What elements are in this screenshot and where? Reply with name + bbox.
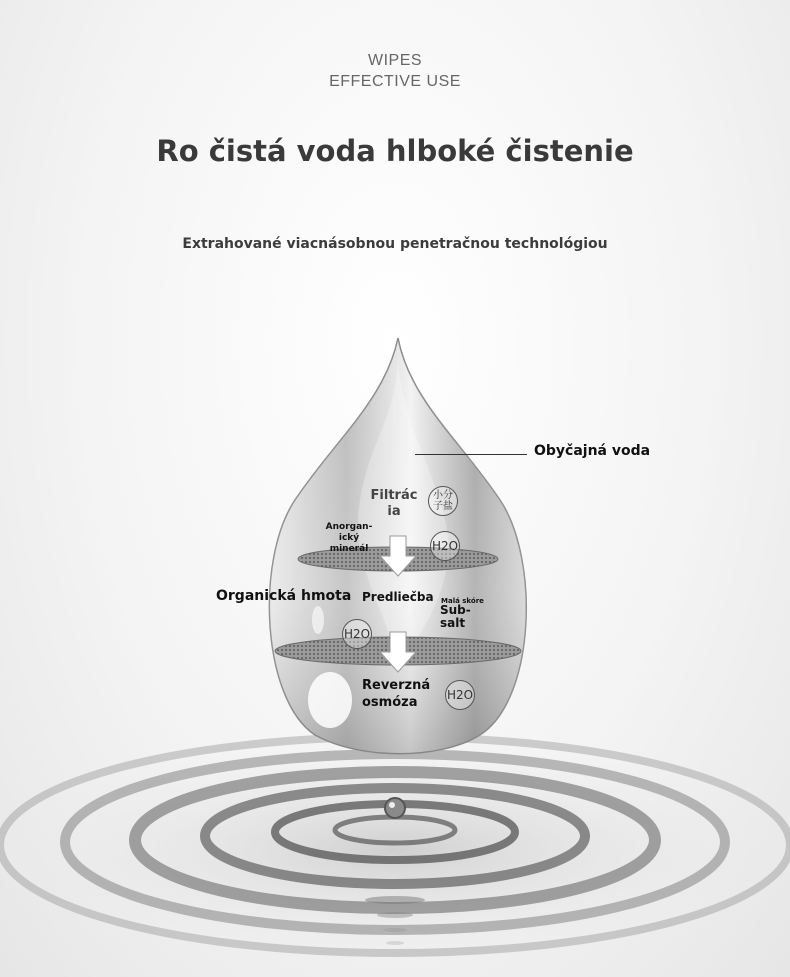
label-reverzna-osmoza: Reverzná osmóza — [362, 678, 431, 710]
h2o-badge-icon: H2O — [430, 531, 460, 561]
callout-line — [415, 454, 527, 455]
label-mala-skore: Malá skóre — [441, 597, 484, 605]
label-obycajna-voda: Obyčajná voda — [534, 443, 651, 459]
label-filtracia: Filtrác ia — [370, 488, 418, 519]
header-effective-use: EFFECTIVE USE — [329, 73, 461, 90]
label-anorganicky-mineral: Anorgan- ický minerál — [325, 522, 373, 554]
header-wipes: WIPES — [367, 52, 423, 69]
label-organicka-hmota: Organická hmota — [216, 588, 352, 604]
label-predliecba: Predliečba — [362, 590, 434, 604]
page-title: Ro čistá voda hlboké čistenie — [156, 134, 634, 168]
small-drop-icon — [385, 798, 405, 818]
page-subtitle: Extrahované viacnásobnou penetračnou technológiou — [182, 236, 608, 252]
label-subsalt: Sub- salt — [440, 603, 471, 630]
h2o-badge-icon: H2O — [342, 619, 372, 649]
h2o-badge-icon: H2O — [445, 680, 475, 710]
ripples — [0, 730, 790, 970]
small-molecule-salt-badge: 小分 子盐 — [428, 486, 458, 516]
